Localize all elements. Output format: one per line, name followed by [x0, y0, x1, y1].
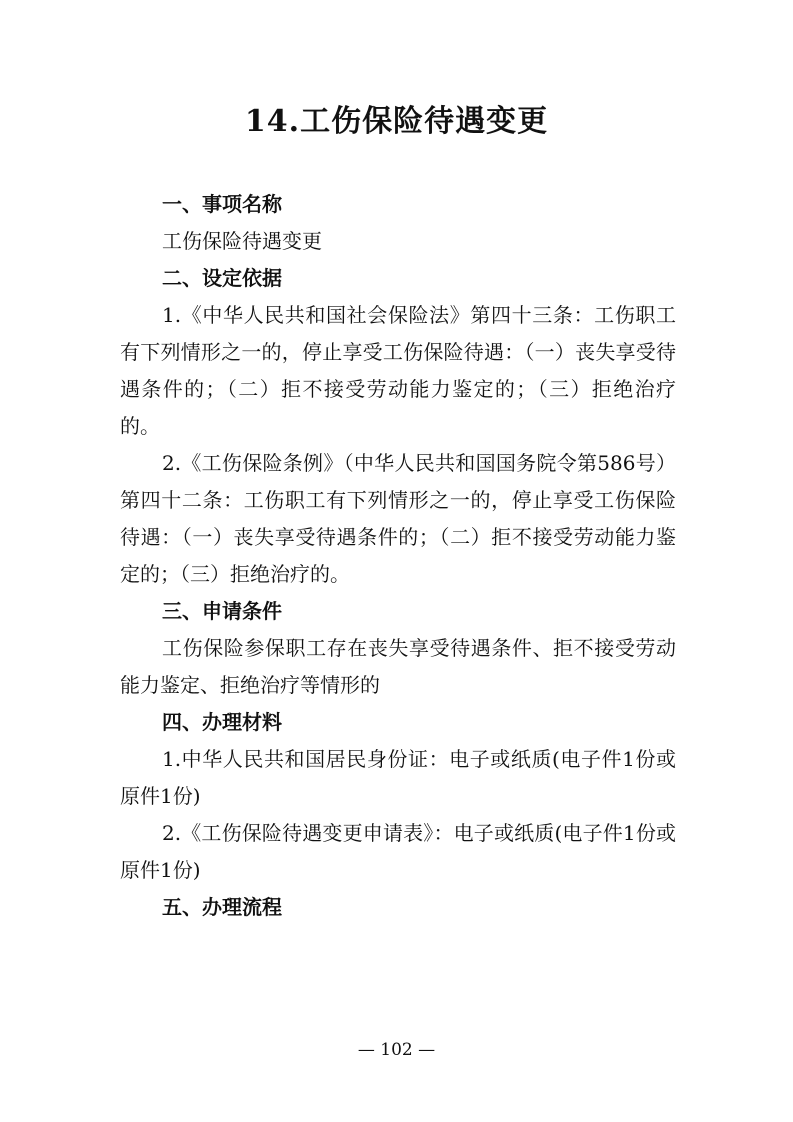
item-name-paragraph: 工伤保险待遇变更 — [162, 229, 322, 253]
page-number: — 102 — — [357, 1040, 436, 1060]
document-body — [120, 186, 676, 926]
legal-basis-paragraph-2: 2.《工伤保险条例》（中华人民共和国国务院令第586号）第四十二条：工伤职工有下列情形之一的，停止享受工伤保险待遇：（一）丧失享受待遇条件的；（二）拒不接受劳动能力鉴定的；（三）拒绝治疗的。 — [120, 451, 676, 586]
legal-basis-paragraph-1: 1.《中华人民共和国社会保险法》第四十三条：工伤职工有下列情形之一的，停止享受工伤保险待遇：（一）丧失享受待遇条件的；（二）拒不接受劳动能力鉴定的；（三）拒绝治疗的。 — [120, 303, 676, 438]
section-heading-process: 五、办理流程 — [162, 895, 282, 919]
document-title: 14.工伤保险待遇变更 — [244, 104, 549, 139]
section-heading-item-name: 一、事项名称 — [162, 192, 282, 216]
section-heading-legal-basis: 二、设定依据 — [162, 266, 282, 290]
materials-paragraph-1: 1.中华人民共和国居民身份证：电子或纸质(电子件1份或原件1份) — [120, 747, 676, 808]
section-heading-materials: 四、办理材料 — [162, 710, 282, 734]
section-heading-conditions: 三、申请条件 — [162, 599, 282, 623]
conditions-paragraph: 工伤保险参保职工存在丧失享受待遇条件、拒不接受劳动能力鉴定、拒绝治疗等情形的 — [120, 636, 676, 697]
materials-paragraph-2: 2.《工伤保险待遇变更申请表》：电子或纸质(电子件1份或原件1份) — [120, 821, 676, 882]
